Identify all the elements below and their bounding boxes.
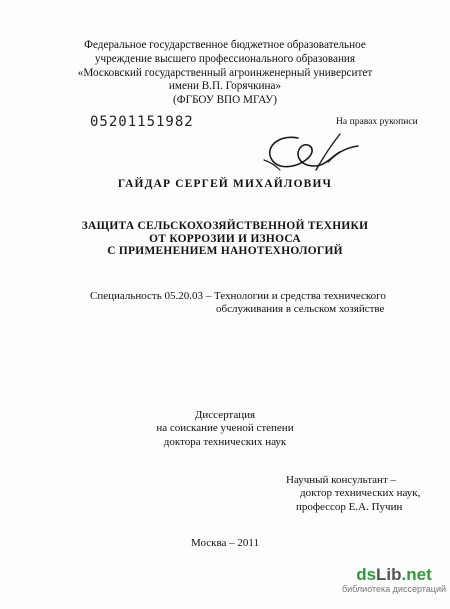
document-number: 05201151982 <box>90 114 194 130</box>
specialty-line: Специальность 05.20.03 – Технологии и средства технического <box>90 290 386 302</box>
degree-line: на соискание ученой степени <box>156 422 294 435</box>
institution-header <box>0 39 450 108</box>
consultant-line: доктор технических наук, <box>300 487 421 500</box>
watermark-subtitle: библиотека диссертаций <box>341 584 446 594</box>
author-name: ГАЙДАР СЕРГЕЙ МИХАЙЛОВИЧ <box>117 178 333 190</box>
title-line: ЗАЩИТА СЕЛЬСКОХОЗЯЙСТВЕННОЙ ТЕХНИКИ <box>81 220 369 232</box>
handwritten-signature-icon <box>258 126 368 186</box>
institution-line: (ФГБОУ ВПО МГАУ) <box>173 94 277 107</box>
title-line: С ПРИМЕНЕНИЕМ НАНОТЕХНОЛОГИЙ <box>107 245 343 258</box>
rights-note: На правах рукописи <box>336 116 418 127</box>
consultant-block <box>286 474 420 514</box>
consultant-line: профессор Е.А. Пучин <box>296 500 403 513</box>
institution-line: имени В.П. Горячкина» <box>168 80 282 93</box>
specialty-block <box>90 290 386 316</box>
institution-line: Федеральное государственное бюджетное образовательное <box>84 39 366 51</box>
dslib-watermark[interactable] <box>340 566 448 595</box>
specialty-line: обслуживания в сельском хозяйстве <box>216 303 385 316</box>
watermark-logo: dsLib.net <box>356 565 432 584</box>
title-line: ОТ КОРРОЗИИ И ИЗНОСА <box>149 232 301 245</box>
degree-line: Диссертация <box>194 409 256 421</box>
degree-line: доктора технических наук <box>163 435 287 448</box>
consultant-line: Научный консультант – <box>286 474 396 486</box>
degree-block <box>0 409 450 449</box>
institution-line: учреждение высшего профессионального образования <box>94 52 356 65</box>
city-year: Москва – 2011 <box>190 537 260 549</box>
dissertation-title <box>0 220 450 258</box>
institution-line: «Московский государственный агроинженерный университет <box>77 66 373 79</box>
